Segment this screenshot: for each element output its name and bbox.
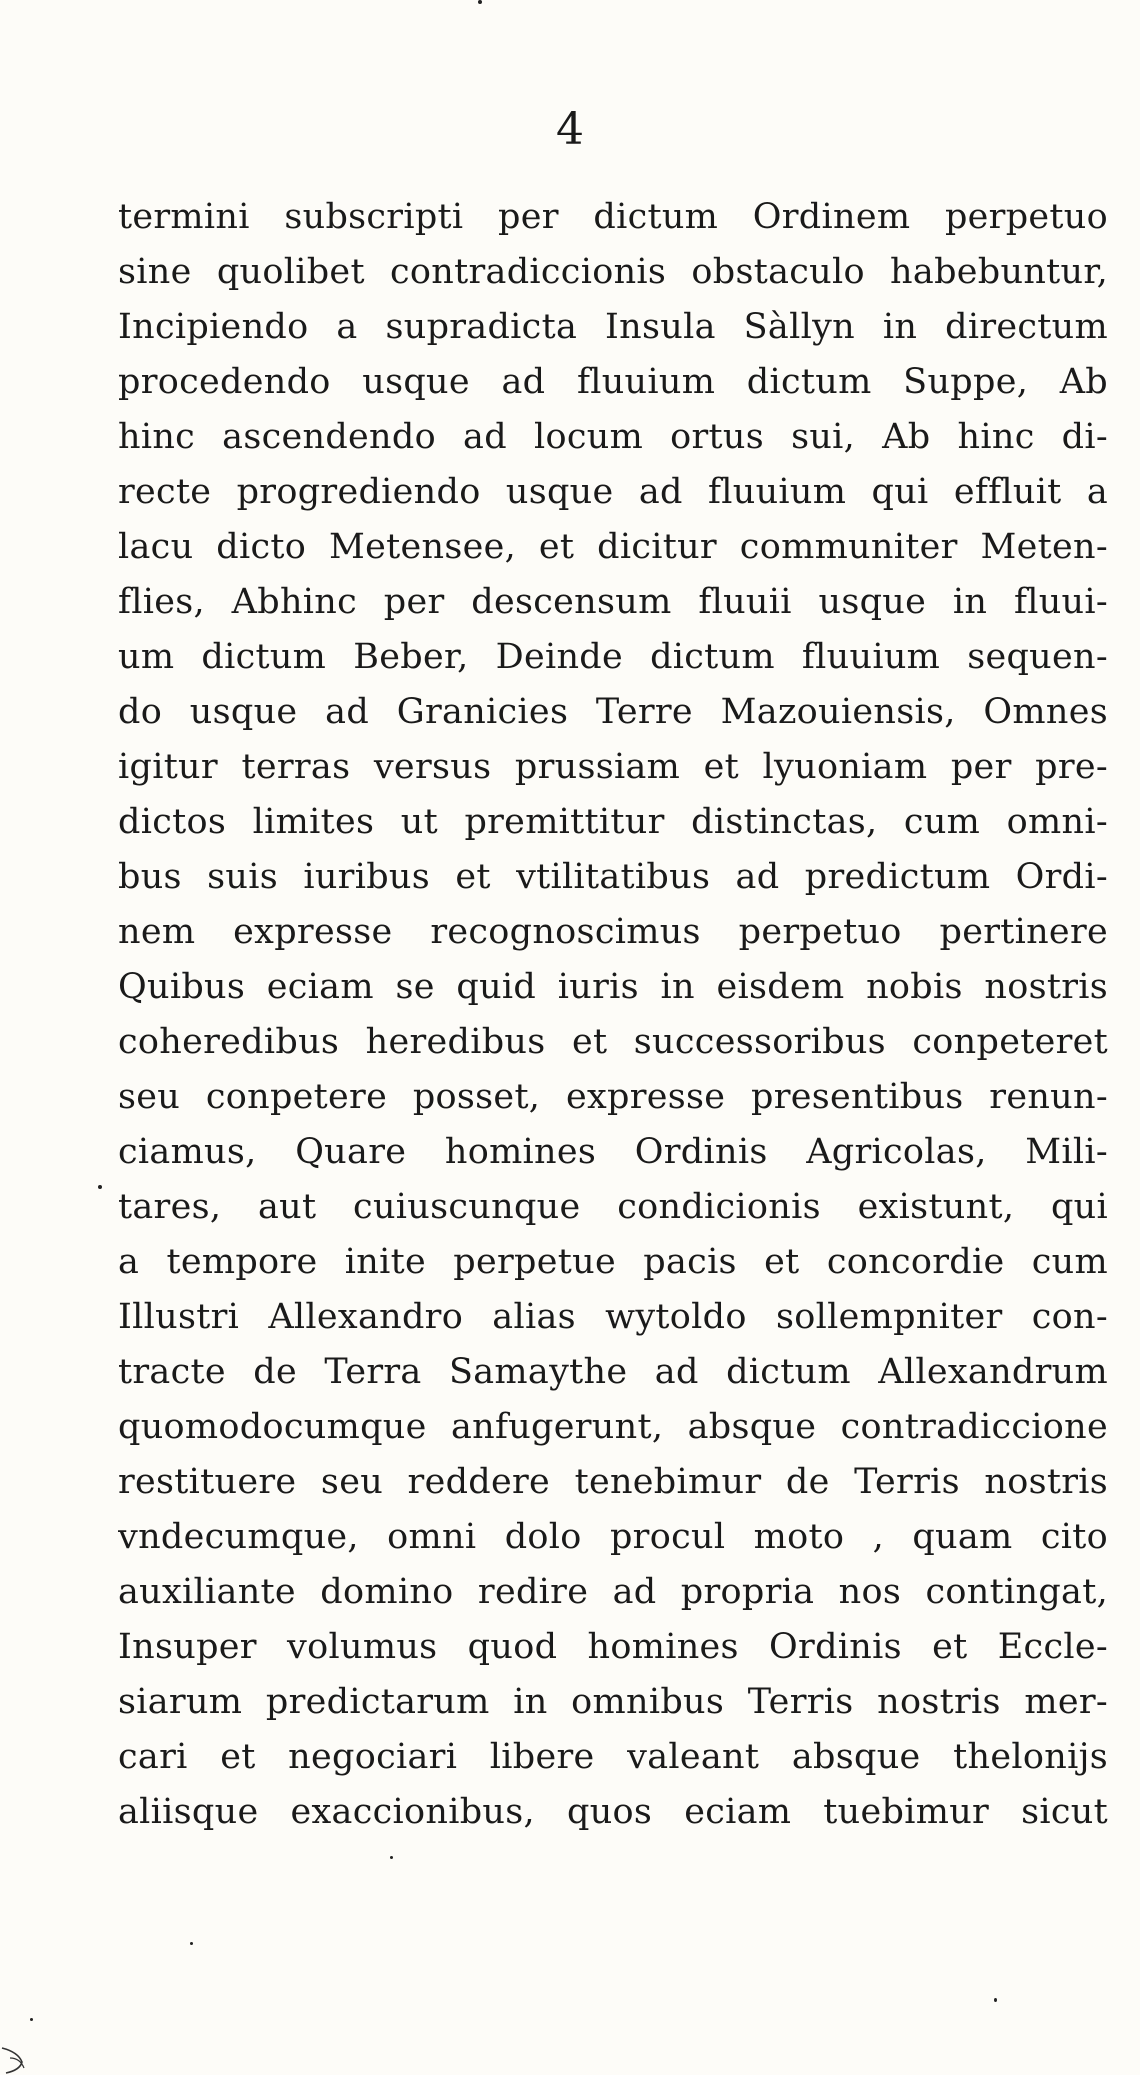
body-text: [118, 190, 1108, 1840]
text-line: bus suis iuribus et vtilitatibus ad predictum Ordi-: [118, 857, 1108, 897]
scan-speck: [30, 2018, 33, 2021]
text-line: tares, aut cuiuscunque condicionis existunt, qui: [118, 1187, 1108, 1227]
text-line: siarum predictarum in omnibus Terris nostris mer-: [118, 1682, 1108, 1722]
text-line: flies, Abhinc per descensum fluuii usque in fluui-: [118, 582, 1108, 622]
scan-speck: [994, 1998, 997, 2002]
scan-speck: [478, 0, 482, 4]
text-line: Insuper volumus quod homines Ordinis et Eccle-: [118, 1627, 1108, 1667]
scan-speck: [390, 1856, 393, 1859]
text-line: coheredibus heredibus et successoribus conpeteret: [118, 1022, 1108, 1062]
text-line: ciamus, Quare homines Ordinis Agricolas, Mili-: [118, 1132, 1108, 1172]
text-line: Quibus eciam se quid iuris in eisdem nobis nostris: [118, 967, 1108, 1007]
text-line: termini subscripti per dictum Ordinem perpetuo: [118, 197, 1108, 237]
text-line: vndecumque, omni dolo procul moto , quam cito: [118, 1517, 1108, 1557]
text-line: hinc ascendendo ad locum ortus sui, Ab hinc di-: [118, 417, 1108, 457]
text-line: Incipiendo a supradicta Insula Sàllyn in directum: [118, 307, 1108, 347]
text-line: seu conpetere posset, expresse presentibus renun-: [118, 1077, 1108, 1117]
text-line: tracte de Terra Samaythe ad dictum Allexandrum: [118, 1352, 1108, 1392]
text-line: sine quolibet contradiccionis obstaculo habebuntur,: [118, 252, 1108, 292]
margin-scribble-icon: [0, 2040, 40, 2075]
text-line: dictos limites ut premittitur distinctas, cum omni-: [118, 802, 1108, 842]
text-line: recte progrediendo usque ad fluuium qui effluit a: [118, 472, 1108, 512]
text-line: a tempore inite perpetue pacis et concordie cum: [118, 1242, 1108, 1282]
text-line: auxiliante domino redire ad propria nos contingat,: [118, 1572, 1108, 1612]
scan-speck: [98, 1185, 102, 1189]
text-line: restituere seu reddere tenebimur de Terris nostris: [118, 1462, 1108, 1502]
text-line: cari et negociari libere valeant absque thelonijs: [118, 1737, 1108, 1777]
scan-speck: [190, 1942, 193, 1945]
text-line: procedendo usque ad fluuium dictum Suppe, Ab: [118, 362, 1108, 402]
text-line: igitur terras versus prussiam et lyuoniam per pre-: [118, 747, 1108, 787]
text-line: do usque ad Granicies Terre Mazouiensis, Omnes: [118, 692, 1108, 732]
text-line: aliisque exaccionibus, quos eciam tuebimur sicut: [118, 1792, 1108, 1832]
text-line: um dictum Beber, Deinde dictum fluuium sequen-: [118, 637, 1108, 677]
text-line: lacu dicto Metensee, et dicitur communiter Meten-: [118, 527, 1108, 567]
text-line: nem expresse recognoscimus perpetuo pertinere: [118, 912, 1108, 952]
text-line: Illustri Allexandro alias wytoldo sollempniter con-: [118, 1297, 1108, 1337]
text-line: quomodocumque anfugerunt, absque contradiccione: [118, 1407, 1108, 1447]
page-number: 4: [556, 104, 584, 155]
